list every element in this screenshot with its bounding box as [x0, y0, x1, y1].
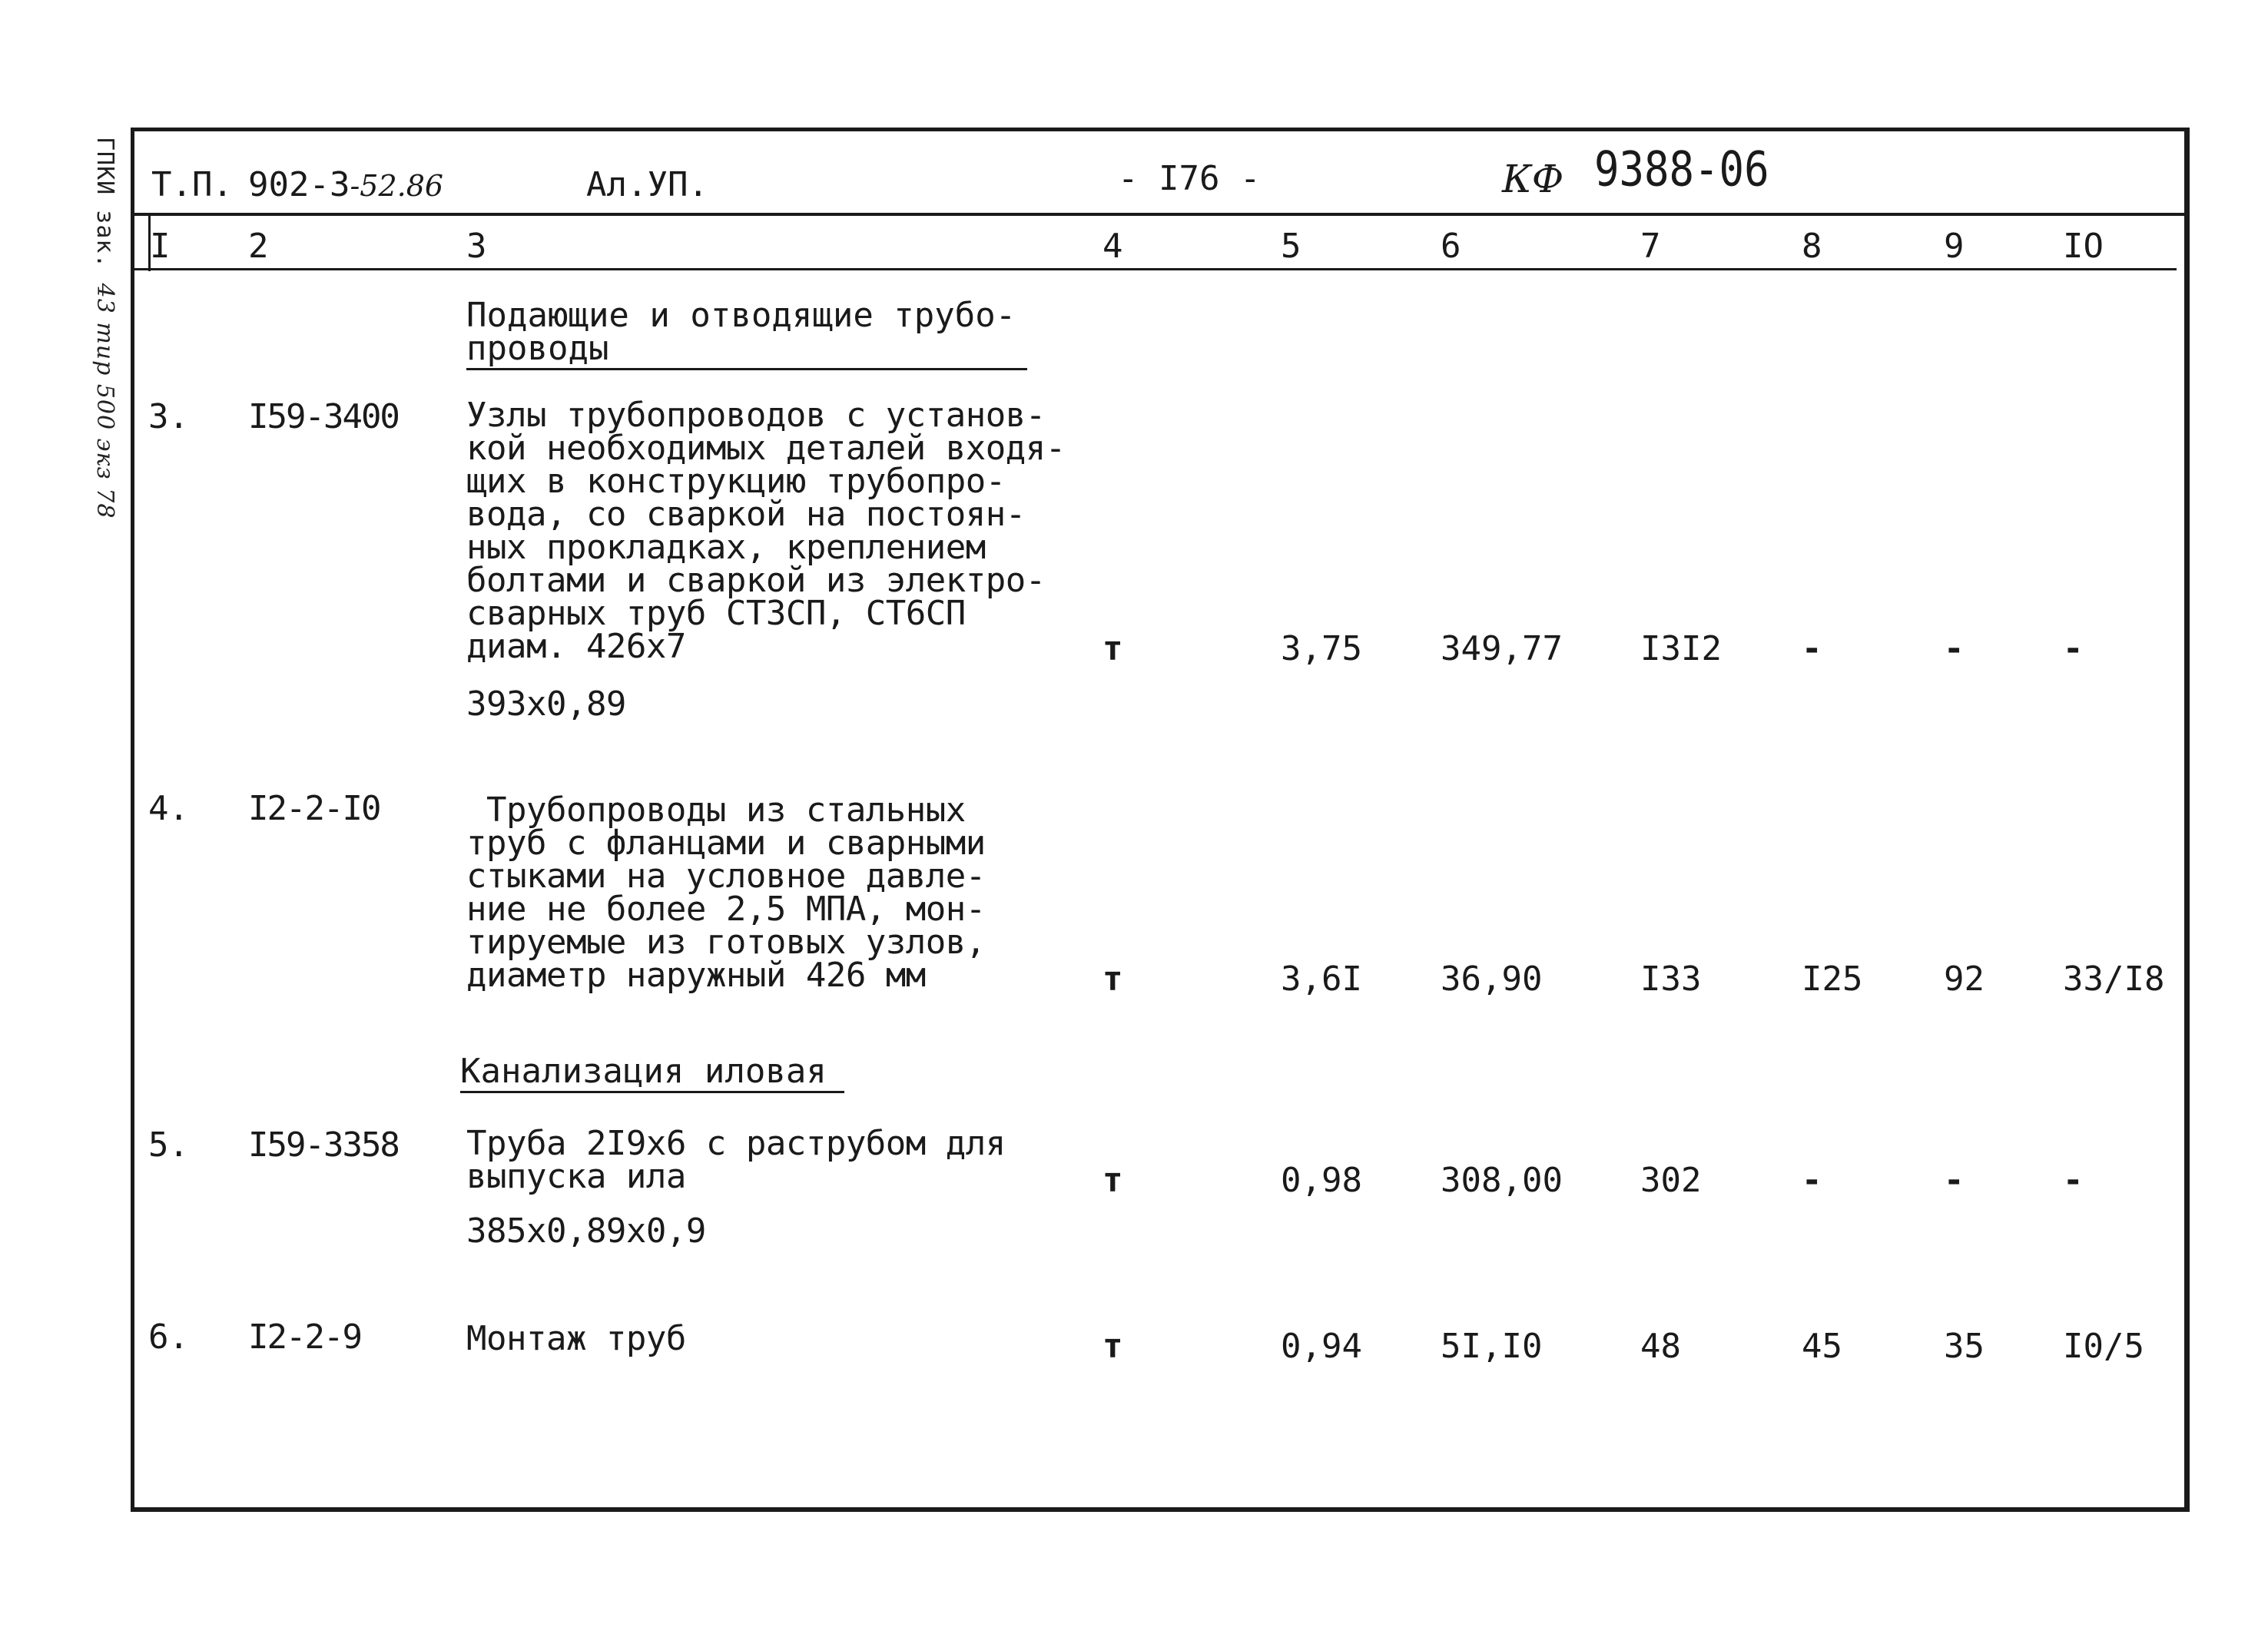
row-col6: 308,00: [1441, 1161, 1563, 1200]
row-col5: 0,94: [1281, 1327, 1362, 1366]
column-header-3: 3: [466, 227, 487, 266]
row-col5: 0,98: [1281, 1161, 1362, 1200]
row-col7: 48: [1640, 1327, 1681, 1366]
row-col10: -: [2063, 1161, 2084, 1200]
row-col8: 45: [1802, 1327, 1842, 1366]
row-col7: 302: [1640, 1161, 1702, 1200]
row-col5: 3,75: [1281, 629, 1362, 668]
column-header-10: IO: [2063, 227, 2104, 266]
column-header-1: I: [150, 227, 171, 266]
column-header-2: 2: [248, 227, 269, 266]
column-header-6: 6: [1441, 227, 1461, 266]
row-number: 3.: [148, 397, 189, 436]
row-extra: 393х0,89: [466, 684, 626, 724]
section-title-pipelines: Подающие и отводящие трубо- проводы: [466, 299, 1027, 370]
header-code: [248, 165, 444, 204]
side-stamp-handwritten: 43 тир 500 экз 78: [91, 283, 118, 519]
row-number: 6.: [148, 1317, 189, 1357]
column-header-9: 9: [1944, 227, 1965, 266]
row-col5: 3,6I: [1281, 960, 1362, 999]
row-col10: -: [2063, 629, 2084, 668]
column-header-4: 4: [1102, 227, 1123, 266]
row-code: I2-2-I0: [248, 789, 380, 828]
row-code: I2-2-9: [248, 1317, 361, 1357]
column-header-7: 7: [1640, 227, 1661, 266]
row-col8: I25: [1802, 960, 1863, 999]
header-code-printed: 902-3: [248, 165, 350, 204]
row-unit: т: [1102, 1327, 1123, 1366]
header-stamp-letters: КФ: [1502, 157, 1564, 201]
column-header-8: 8: [1802, 227, 1822, 266]
document-frame: [131, 128, 2190, 1512]
row-code: I59-3358: [248, 1125, 399, 1165]
row-unit: т: [1102, 960, 1123, 999]
row-col9: 35: [1944, 1327, 1984, 1366]
header-stamp-number: 9388-06: [1594, 141, 1769, 197]
header-divider: [134, 213, 2184, 216]
row-col7: I33: [1640, 960, 1702, 999]
column-header-divider: [134, 268, 2177, 270]
row-extra: 385х0,89х0,9: [466, 1211, 706, 1251]
row-unit: т: [1102, 1161, 1123, 1200]
row-col10: I0/5: [2063, 1327, 2144, 1366]
row-col7: I3I2: [1640, 629, 1722, 668]
row-col6: 349,77: [1441, 629, 1563, 668]
row-number: 4.: [148, 789, 189, 828]
row-code: I59-3400: [248, 397, 399, 436]
header-album: Ал.УП.: [586, 165, 708, 204]
header-project: Т.П.: [151, 165, 233, 204]
row-description: Монтаж труб: [466, 1319, 686, 1358]
row-col9: -: [1944, 629, 1965, 668]
section-title-sludge-sewerage: Канализация иловая: [460, 1055, 844, 1093]
row-description: Узлы трубопроводов с установ- кой необходимых деталей входя- щих в конструкцию трубопро- вода, со сваркой на постоян- ных прокладках, креплением болтами и сваркой из электро- сварных труб СТ3СП, СТ6СП диам. 426х7: [466, 396, 1066, 666]
row-col8: -: [1802, 1161, 1822, 1200]
row-col9: -: [1944, 1161, 1965, 1200]
row-col6: 36,90: [1441, 960, 1543, 999]
side-stamp-printed: ГПКИ зак.: [91, 137, 118, 269]
header-page-number: - I76 -: [1118, 159, 1261, 198]
row-unit: т: [1102, 629, 1123, 668]
column-header-5: 5: [1281, 227, 1301, 266]
row-description: Трубопроводы из стальных труб с фланцами и сварными стыками на условное давле- ние не более 2,5 МПА, мон- тируемые из готовых узлов, диаметр наружный 426 мм: [466, 790, 986, 995]
row-col9: 92: [1944, 960, 1984, 999]
side-stamp: [74, 137, 120, 536]
header-code-handwritten: -52.86: [350, 169, 444, 203]
row-description: Труба 2I9х6 с раструбом для выпуска ила: [466, 1124, 1006, 1196]
row-col8: -: [1802, 629, 1822, 668]
row-col6: 5I,I0: [1441, 1327, 1543, 1366]
row-number: 5.: [148, 1125, 189, 1165]
row-col10: 33/I8: [2063, 960, 2165, 999]
